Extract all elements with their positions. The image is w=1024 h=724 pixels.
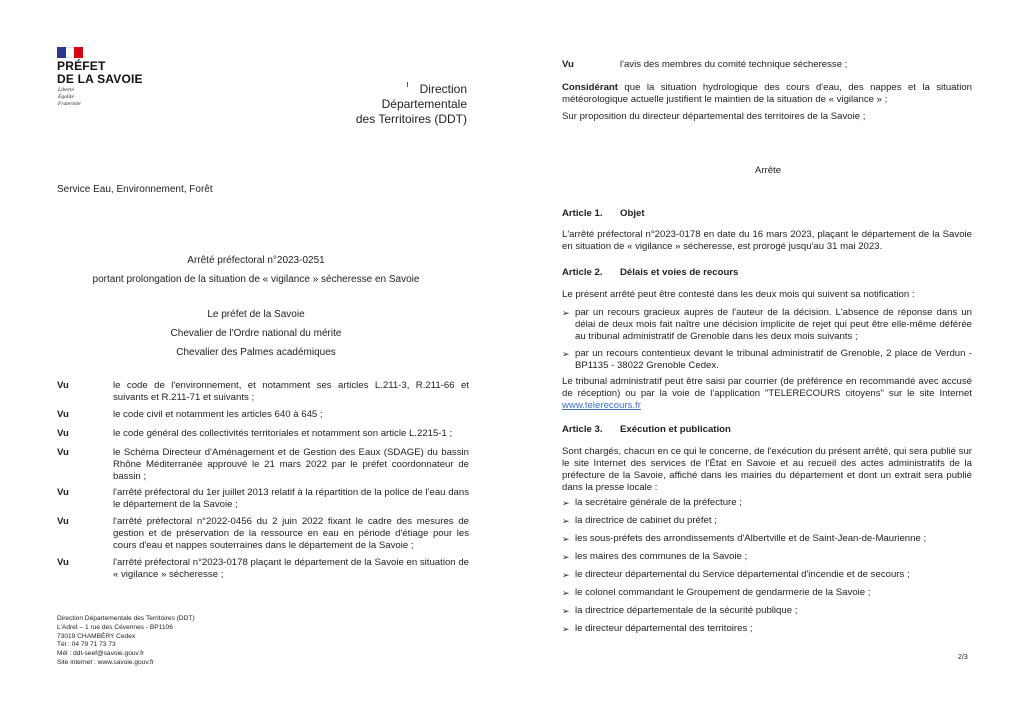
arrow-bullet-icon: ➢ [562,570,570,580]
vu-label: Vu [562,59,574,70]
visa-label: Vu [57,409,69,420]
article-1-text: L'arrêté préfectoral n°2023-0178 en date du 16 mars 2023, plaçant le département de la Savoie en situation de « vigilance » sécheresse, est prorogé jusqu'au 31 mai 2023. [562,229,972,252]
direction-line-3: des Territoires (DDT) [355,112,467,126]
article-2-title: Délais et voies de recours [620,267,739,278]
motto-fraternite: Fraternité [58,101,81,107]
considerant-label: Considérant [562,82,618,93]
article-2-heading [562,267,738,278]
arrow-bullet-icon: ➢ [562,516,570,526]
visa-text: l'arrêté préfectoral n°2023-0178 plaçant le département de la Savoie en situation de « vigilance » sécheresse ; [113,557,469,580]
direction-block [356,82,467,127]
visa-text: l'arrêté préfectoral n°2022-0456 du 2 juin 2022 fixant le cadre des mesures de gestion et de préservation de la ressource en eau en période d'étiage pour les cours d'eau et nappes souterraines dans le département de la Savoie ; [113,516,469,551]
proposition: Sur proposition du directeur départemental des territoires de la Savoie ; [562,111,866,122]
arrow-bullet-icon: ➢ [562,552,570,562]
visa-label: Vu [57,516,69,527]
article-3-heading [562,424,731,435]
article-1-heading [562,208,645,219]
visa-label: Vu [57,428,69,439]
arrete-subtitle: portant prolongation de la situation de « vigilance » sécheresse en Savoie [92,274,420,285]
vu-text: l'avis des membres du comité technique sécheresse ; [620,59,848,70]
list-item-text: par un recours gracieux auprès de l'auteur de la décision. L'absence de réponse dans un délai de deux mois fait naître une décision implicite de rejet qui peut être elle-même déférée au tribunal administratif de Grenoble dans les deux mois suivants ; [575,307,972,342]
footer-line: 73019 CHAMBÉRY Cedex [57,632,136,640]
footer-address [57,615,195,668]
list-item-text: la directrice de cabinet du préfet ; [575,515,717,526]
list-item-text: la directrice départementale de la sécurité publique ; [575,605,798,616]
prefet-line-1: Le préfet de la Savoie [207,309,305,320]
visa-text: l'arrêté préfectoral du 1er juillet 2013 relatif à la répartition de la police de l'eau dans le département de la Savoie ; [113,487,469,510]
footer-line: Site internet : www.savoie.gouv.fr [57,658,154,666]
direction-line-1: Direction [419,82,467,96]
right-page [512,0,1024,724]
article-3-intro: Sont chargés, chacun en ce qui le concerne, de l'exécution du présent arrêté, qui sera publié sur le site Internet des services de l'État en Savoie et au recueil des actes administratifs de la préfecture de la Savoie, affiché dans les mairies du département et dont un extrait sera publié dans la presse locale : [562,446,972,493]
visa-text: le code général des collectivités territoriales et notamment son article L.2215-1 ; [113,428,453,439]
logo-line-1: PRÉFET [57,59,106,73]
article-2-num: Article 2. [562,267,603,278]
marianne-flag-icon [57,47,83,58]
article-1-title: Objet [620,208,645,219]
visa-text: le code civil et notamment les articles 640 à 645 ; [113,409,323,420]
list-item-text: la secrétaire générale de la préfecture ; [575,497,742,508]
article-2-outro-text: Le tribunal administratif peut être saisi par courrier (de préférence en recommandé avec accusé de réception) ou par la voie de l'application "TELERECOURS citoyens" sur le site Internet [562,376,972,399]
list-item-text: les maires des communes de la Savoie ; [575,551,748,562]
list-item-text: par un recours contentieux devant le tribunal administratif de Grenoble, 2 place de Verdun - BP1135 - 38022 Grenoble Cedex. [575,348,972,371]
arrow-bullet-icon: ➢ [562,624,570,634]
list-item-text: le directeur départemental des territoires ; [575,623,753,634]
list-item-text: le colonel commandant le Groupement de gendarmerie de la Savoie ; [575,587,871,598]
motto-liberte: Liberté [58,87,74,93]
list-item-text: le directeur départemental du Service départemental d'incendie et de secours ; [575,569,910,580]
arrow-bullet-icon: ➢ [562,308,570,318]
arrow-bullet-icon: ➢ [562,349,570,359]
visa-label: Vu [57,557,69,568]
arrow-bullet-icon: ➢ [562,588,570,598]
article-1-num: Article 1. [562,208,603,219]
arrow-bullet-icon: ➢ [562,498,570,508]
arrete-title: Arrêté préfectoral n°2023-0251 [187,255,325,266]
article-2-intro: Le présent arrêté peut être contesté dans les deux mois qui suivent sa notification : [562,289,915,300]
service-name: Service Eau, Environnement, Forêt [57,184,213,195]
visa-text: le Schéma Directeur d'Aménagement et de Gestion des Eaux (SDAGE) du bassin Rhône Méditerranée approuvé le 21 mars 2022 par le préfet coordonnateur de bassin ; [113,447,469,482]
footer-line: Mél : ddt-seef@savoie.gouv.fr [57,650,145,658]
article-2-outro [562,376,972,412]
footer-line: Direction Départementale des Territoires (DDT) [57,615,195,622]
page-number: 2/3 [958,654,968,661]
arrow-bullet-icon: ➢ [562,534,570,544]
prefet-line-2: Chevalier de l'Ordre national du mérite [170,328,342,339]
logo-line-2: DE LA SAVOIE [57,72,143,86]
arrete-heading: Arrête [754,165,782,176]
telerecours-link[interactable]: www.telerecours.fr [562,400,641,411]
visa-label: Vu [57,380,69,391]
direction-line-2: Départementale [381,97,467,111]
vu-avis [562,59,972,71]
visa-label: Vu [57,487,69,498]
arrow-bullet-icon: ➢ [562,606,570,616]
considerant-text: que la situation hydrologique des cours d'eau, des nappes et la situation météorologique actuelle justifient le maintien de la situation de « vigilance » ; [562,82,972,105]
visa-label: Vu [57,447,69,458]
motto-egalite: Égalité [58,94,74,100]
footer-line: L'Adret – 1 rue des Cévennes - BP1106 [57,623,173,631]
article-3-title: Exécution et publication [620,424,731,435]
visa-text: le code de l'environnement, et notamment ses articles L.211-3, R.211-66 et suivants et R.211-71 et suivants ; [113,380,469,403]
list-item-text: les sous-préfets des arrondissements d'Albertville et de Saint-Jean-de-Maurienne ; [575,533,927,544]
article-3-num: Article 3. [562,424,603,435]
prefet-line-3: Chevalier des Palmes académiques [176,347,336,358]
considerant [562,82,972,106]
footer-line: Tél : 04 79 71 73 73 [57,641,116,649]
